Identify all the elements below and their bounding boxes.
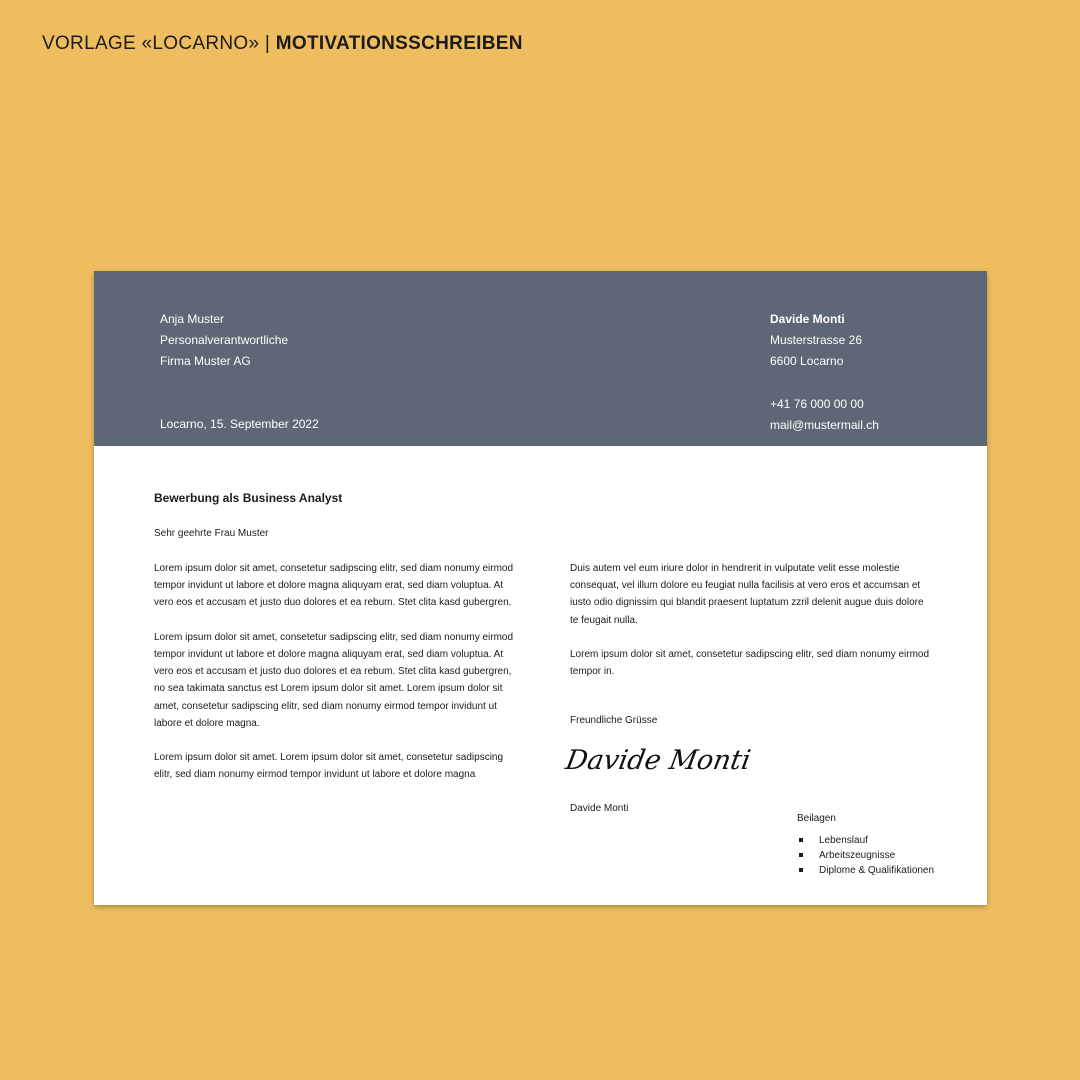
- signature-name: Davide Monti: [570, 803, 629, 814]
- recipient-company: Firma Muster AG: [160, 354, 251, 368]
- enclosure-item: Diplome & Qualifikationen: [797, 863, 934, 878]
- recipient-name: Anja Muster: [160, 312, 225, 326]
- letter-salutation: Sehr geehrte Frau Muster: [154, 528, 269, 539]
- recipient-address: [160, 309, 288, 372]
- body-column-left: [154, 560, 518, 801]
- body-paragraph: Duis autem vel eum iriure dolor in hendrerit in vulputate velit esse molestie consequat, vel illum dolore eu feugiat nulla facilisis at vero eros et accumsan et iusto odio dignissim qui blandit praesent luptatum zzril delenit augue duis dolore te feugait nulla.: [570, 563, 924, 626]
- body-paragraph: Lorem ipsum dolor sit amet, consetetur sadipscing elitr, sed diam nonumy eirmod tempor in.: [570, 649, 930, 678]
- sender-address: [770, 309, 862, 372]
- sender-name: Davide Monti: [770, 312, 845, 326]
- letter-document: [94, 271, 987, 905]
- enclosures-list: [797, 833, 934, 878]
- body-paragraph: Lorem ipsum dolor sit amet, consetetur sadipscing elitr, sed diam nonumy eirmod tempor invidunt ut labore et dolore magna aliquyam erat, sed diam voluptua. At vero eos et accusam et justo duo dolores et ea rebum. Stet clita kasd gubergren, no sea takimata sanctus est Lorem ipsum dolor sit amet. Lorem ipsum dolor sit amet, consetetur sadipscing elitr, sed diam nonumy eirmod tempor invidunt ut labore et dolore magna.: [154, 631, 514, 729]
- enclosure-item: Lebenslauf: [797, 833, 934, 848]
- handwritten-signature: Davide Monti: [563, 745, 753, 776]
- enclosures-title: Beilagen: [797, 813, 836, 824]
- body-paragraph: Lorem ipsum dolor sit amet. Lorem ipsum dolor sit amet, consetetur sadipscing elitr, sed diam nonumy eirmod tempor invidunt ut labore et dolore magna: [154, 752, 504, 781]
- body-column-right: [570, 560, 932, 698]
- letter-header: [94, 271, 987, 446]
- recipient-role: Personalverantwortliche: [160, 333, 289, 347]
- sender-street: Musterstrasse 26: [770, 333, 863, 347]
- sender-city: 6600 Locarno: [770, 354, 844, 368]
- letter-subject: Bewerbung als Business Analyst: [154, 491, 343, 505]
- letter-closing: Freundliche Grüsse: [570, 715, 658, 726]
- page-title-prefix: VORLAGE «LOCARNO» |: [42, 33, 276, 54]
- body-paragraph: Lorem ipsum dolor sit amet, consetetur sadipscing elitr, sed diam nonumy eirmod tempor invidunt ut labore et dolore magna aliquyam erat, sed diam voluptua. At vero eos et accusam et justo duo dolores et ea rebum. Stet clita kasd gubergren.: [154, 563, 514, 609]
- letter-date: Locarno, 15. September 2022: [160, 417, 319, 431]
- sender-phone: +41 76 000 00 00: [770, 397, 864, 411]
- sender-contact: [770, 394, 879, 436]
- page-title: [42, 33, 523, 55]
- page-title-main: MOTIVATIONSSCHREIBEN: [275, 33, 523, 54]
- sender-email: mail@mustermail.ch: [770, 418, 879, 432]
- enclosure-item: Arbeitszeugnisse: [797, 848, 934, 863]
